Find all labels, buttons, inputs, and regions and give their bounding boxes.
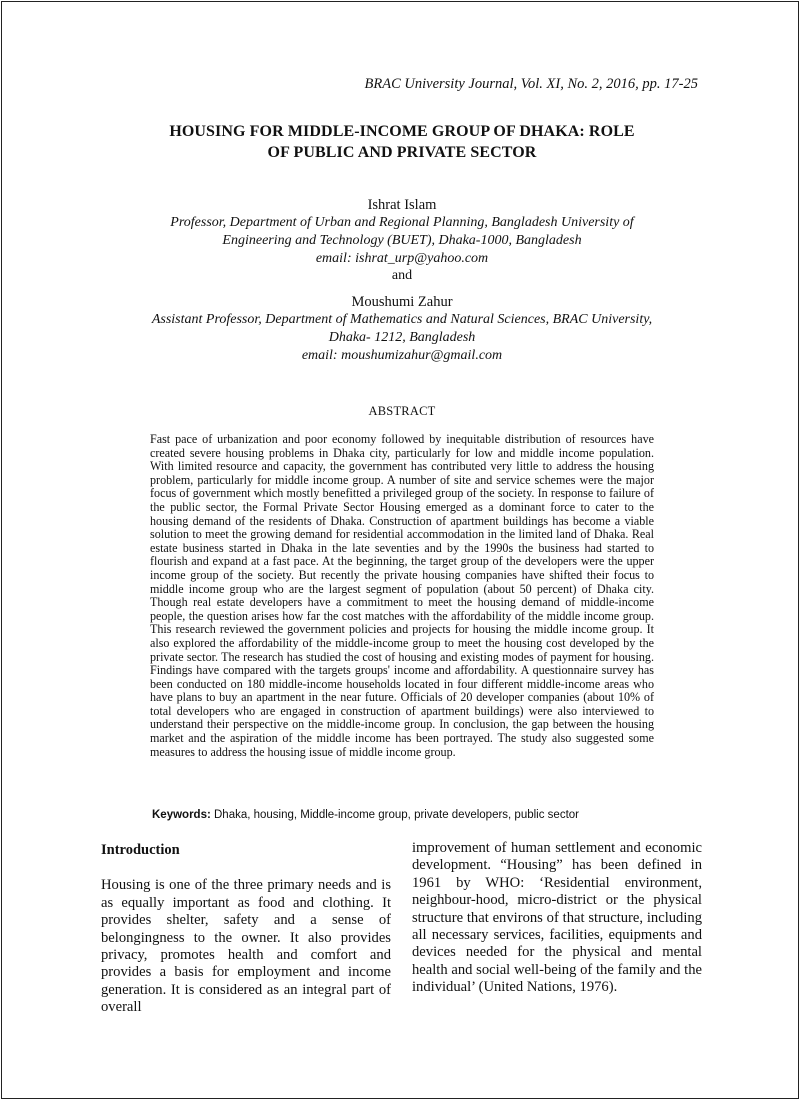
intro-paragraph-right: improvement of human settlement and economic development. “Housing” has been defined in 1961 by WHO: ‘Residential environment, neighbour-hood, micro-district or the physical structure that environs of that structure, including all necessary services, facilities, equipments and devices needed for the physical and mental health and social well-being of the family and the individual’ (United Nations, 1976). — [412, 840, 702, 996]
section-heading-introduction: Introduction — [101, 842, 180, 858]
author-block-1 — [102, 196, 702, 268]
left-column — [101, 842, 391, 1017]
abstract-heading: ABSTRACT — [368, 404, 436, 418]
author-block-2 — [102, 293, 702, 365]
author-affiliation-line-1: Professor, Department of Urban and Regional Planning, Bangladesh University of — [170, 215, 634, 230]
keywords — [152, 809, 692, 821]
author-affiliation-line-2: Engineering and Technology (BUET), Dhaka-1000, Bangladesh — [222, 233, 582, 248]
title-line-2: OF PUBLIC AND PRIVATE SECTOR — [267, 144, 537, 161]
keywords-list: Dhaka, housing, Middle-income group, private developers, public sector — [210, 809, 579, 821]
running-head: BRAC University Journal, Vol. XI, No. 2, 2016, pp. 17-25 — [364, 76, 698, 92]
title-line-1: HOUSING FOR MIDDLE-INCOME GROUP OF DHAKA: ROLE — [169, 123, 635, 140]
author-affiliation-line-1: Assistant Professor, Department of Mathematics and Natural Sciences, BRAC University, — [151, 312, 653, 327]
author-affiliation-line-2: Dhaka- 1212, Bangladesh — [328, 330, 476, 345]
abstract-text: Fast pace of urbanization and poor economy followed by inequitable distribution of resources have created severe housing problems in Dhaka city, particularly for low and middle income population. With limited resource and capacity, the government has contributed very little to address the housing problem, particularly for middle income group. A number of site and service schemes were the major focus of government which mostly benefitted a privileged group of the society. In response to failure of the public sector, the Formal Private Sector Housing emerged as a dominant force to cater to the housing demand of the residents of Dhaka. Construction of apartment buildings has become a viable solution to meet the growing demand for residential accommodation in the limited land of Dhaka. Real estate business started in Dhaka in the late seventies and by the 1990s the business had started to flourish and expand at a fast pace. At the beginning, the target group of the developers were the upper income group of the society. But recently the private housing companies have shifted their focus to middle income group who are the largest segment of population (about 50 percent) of Dhaka city. Though real estate developers have a commitment to meet the housing demand of middle-income people, the question arises how far the cost matches with the affordability of the middle income group. This research reviewed the government policies and projects for housing the middle income group. It also explored the affordability of the middle-income group to meet the housing cost developed by the private sector. The research has studied the cost of housing and existing modes of payment for housing. Findings have compared with the targets groups' income and affordability. A questionnaire survey has been conducted on 180 middle-income households located in four different middle-income areas who have plans to buy an apartment in the near future. Officials of 20 developer companies (about 10% of total developers who are engaged in construction of apartment buildings) were also interviewed to understand their perspective on the middle-income group. In conclusion, the gap between the housing market and the aspiration of the middle income has been portrayed. The study also suggested some measures to address the housing issue of middle income group. — [150, 432, 654, 759]
paper-page — [1, 1, 799, 1099]
right-column — [412, 840, 702, 997]
author-email: email: moushumizahur@gmail.com — [301, 348, 503, 363]
paper-title — [102, 121, 702, 163]
keywords-label: Keywords: — [152, 809, 211, 821]
intro-paragraph-left: Housing is one of the three primary needs and is as equally important as food and clothing. It provides shelter, safety and a sense of belongingness to the owner. It also provides privacy, promotes health and comfort and provides a basis for employment and income generation. It is considered as an integral part of overall — [101, 877, 391, 1016]
author-email: email: ishrat_urp@yahoo.com — [315, 251, 489, 266]
author-separator: and — [391, 268, 413, 283]
author-name: Moushumi Zahur — [351, 294, 453, 310]
author-name: Ishrat Islam — [367, 197, 437, 213]
